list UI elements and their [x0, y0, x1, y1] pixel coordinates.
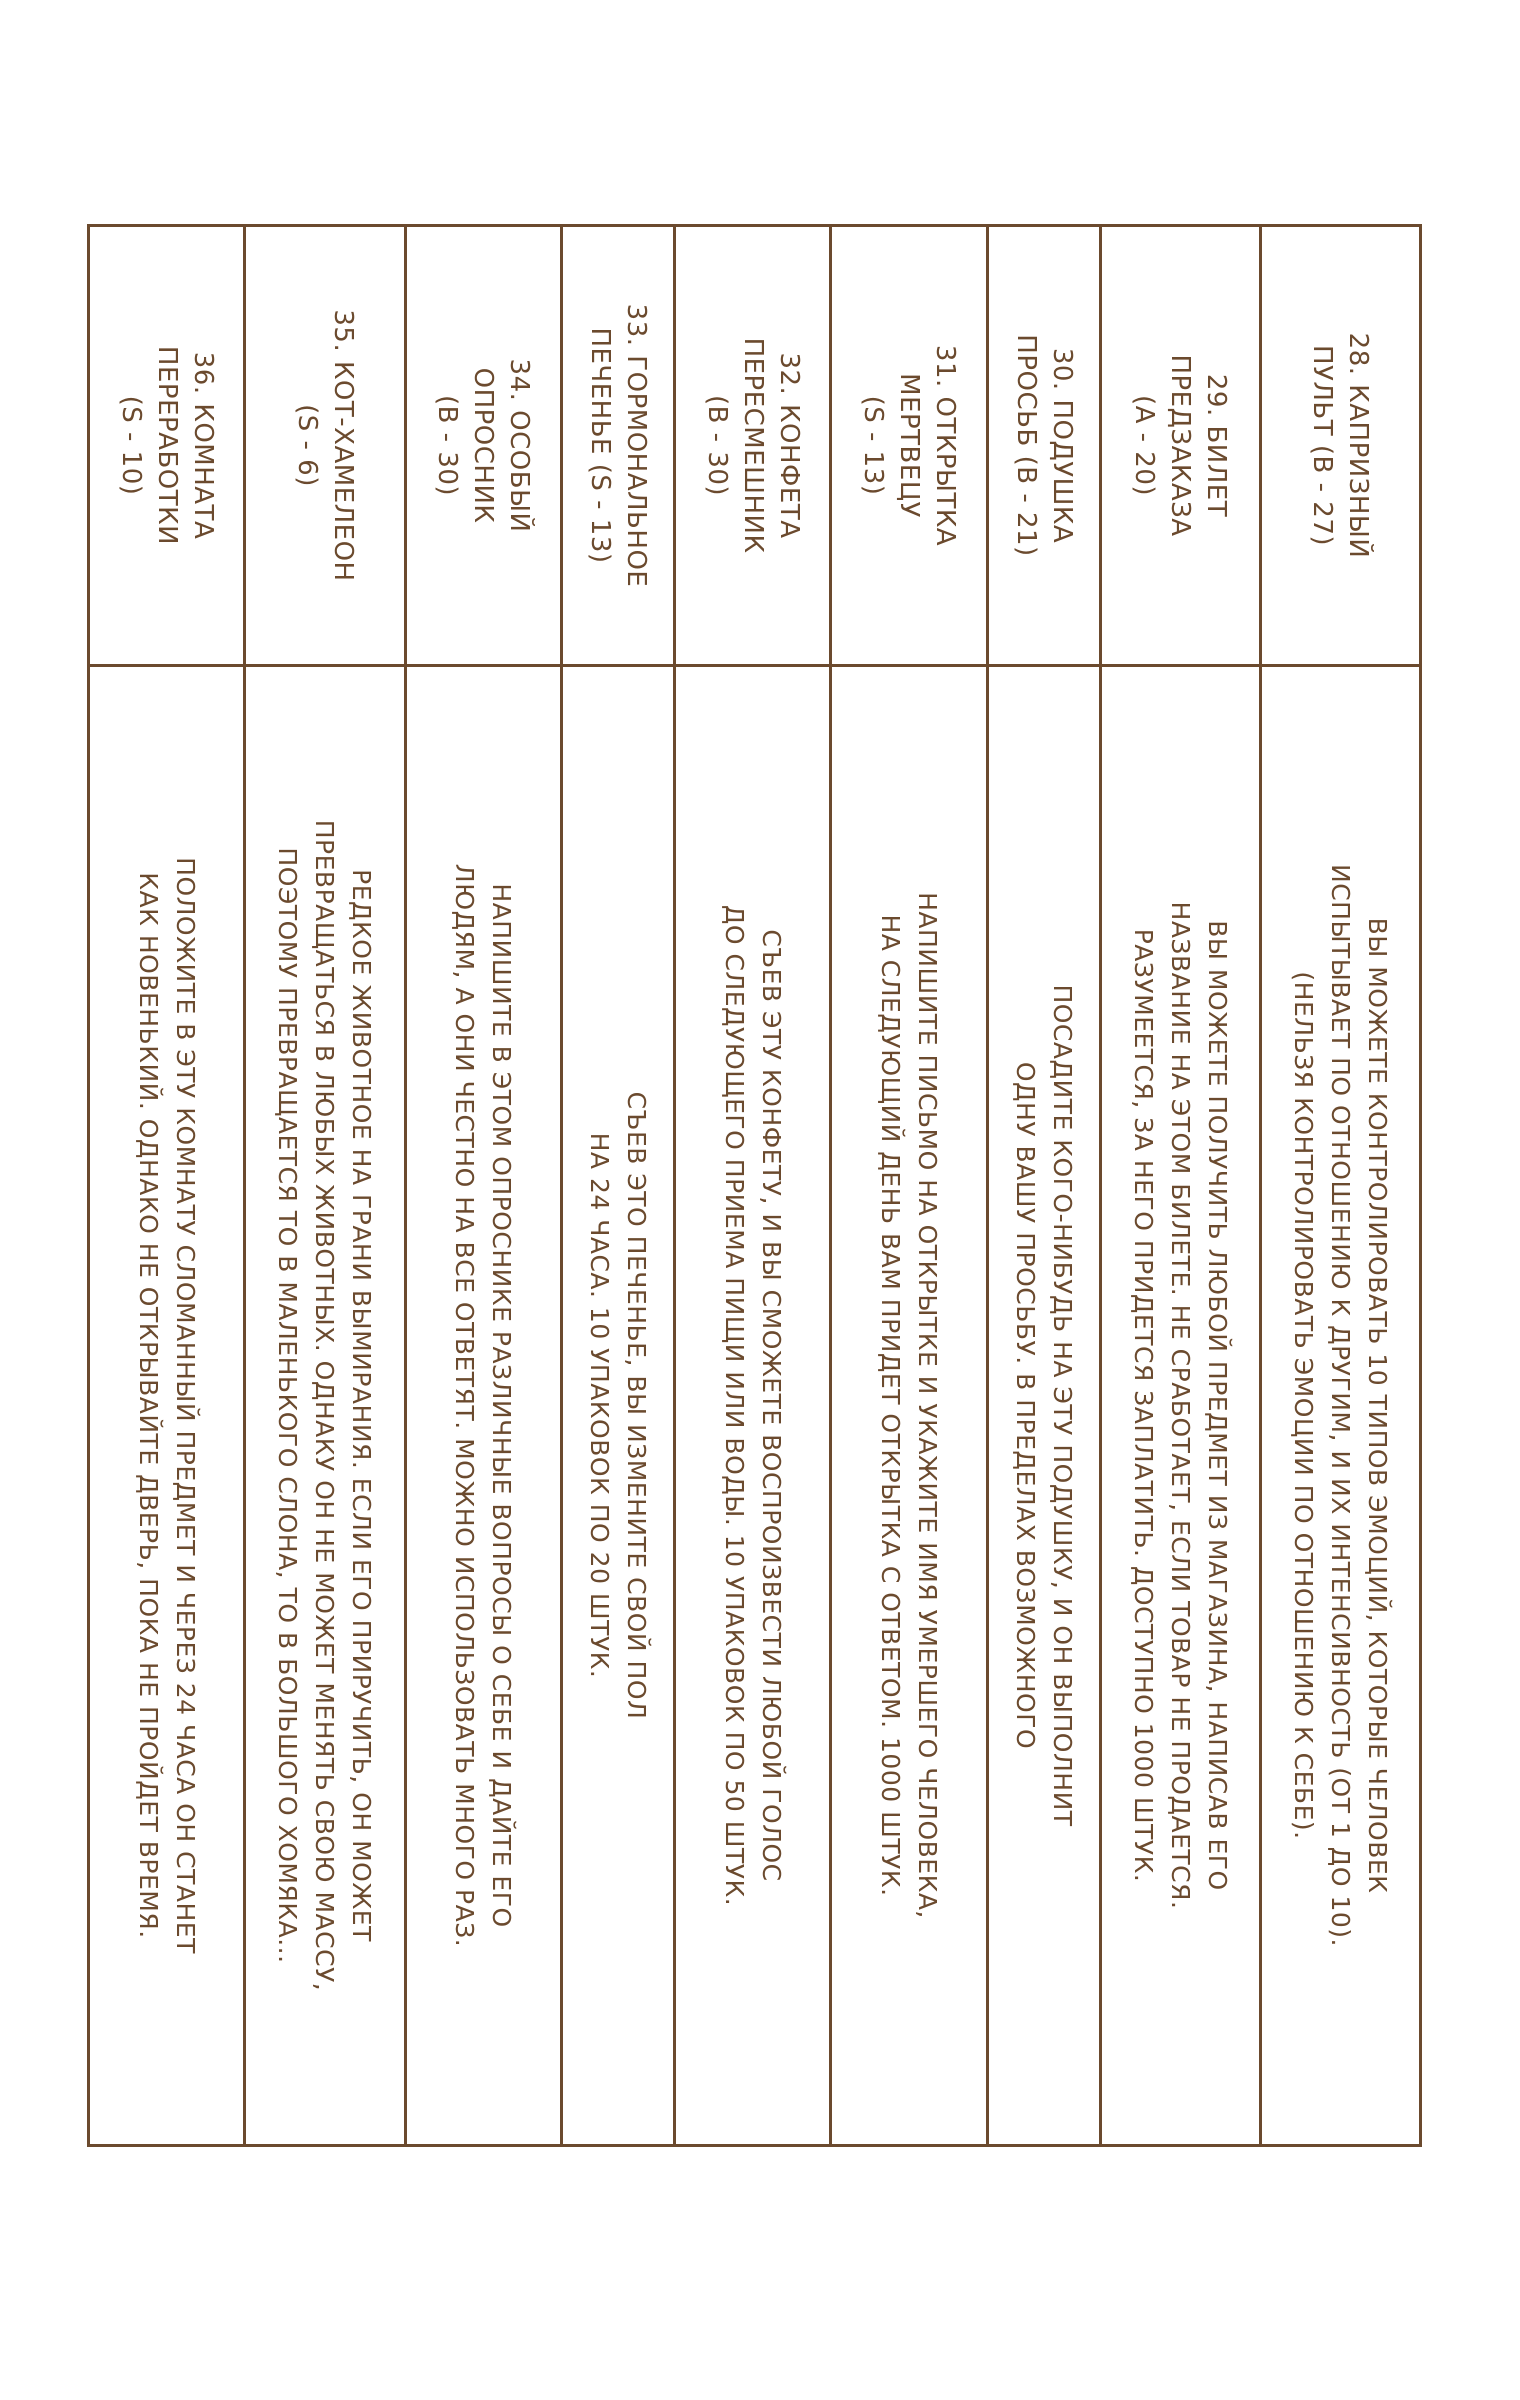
item-name-line: ПРЕДЗАКАЗА — [1165, 354, 1196, 537]
item-name-cell — [987, 226, 1100, 666]
item-description-cell — [674, 666, 830, 2146]
item-row — [987, 226, 1100, 2146]
item-row — [1100, 226, 1260, 2146]
item-description-line: СЪЕВ ЭТУ КОНФЕТУ, И ВЫ СМОЖЕТЕ ВОСПРОИЗВЕСТИ ЛЮБОЙ ГОЛОС — [756, 929, 786, 1882]
item-name-line: (A - 20) — [1129, 394, 1160, 497]
item-description-line: НА 24 ЧАСА. 10 УПАКОВОК ПО 20 ШТУК. — [584, 1132, 614, 1679]
item-name-line: (B - 30) — [701, 394, 732, 497]
item-description-line: КАК НОВЕНЬКИЙ. ОДНАКО НЕ ОТКРЫВАЙТЕ ДВЕРЬ, ПОКА НЕ ПРОЙДЕТ ВРЕМЯ. — [133, 872, 163, 1939]
item-name-cell — [89, 226, 245, 666]
item-description-line: НАЗВАНИЕ НА ЭТОМ БИЛЕТЕ. НЕ СРАБОТАЕТ, ЕСЛИ ТОВАР НЕ ПРОДАЕТСЯ. — [1165, 901, 1195, 1910]
item-name-cell — [1260, 226, 1420, 666]
item-name-cell — [405, 226, 561, 666]
item-row — [674, 226, 830, 2146]
item-name-line: 29. БИЛЕТ — [1201, 373, 1232, 518]
item-description-line: ПОЛОЖИТЕ В ЭТУ КОМНАТУ СЛОМАННЫЙ ПРЕДМЕТ И ЧЕРЕЗ 24 ЧАСА ОН СТАНЕТ — [170, 857, 200, 1954]
item-row — [405, 226, 561, 2146]
rotated-item-sheet — [87, 224, 1422, 2144]
item-name-cell — [561, 226, 674, 666]
item-name-line: ПЕРЕРАБОТКИ — [151, 345, 182, 546]
item-description-line: (НЕЛЬЗЯ КОНТРОЛИРОВАТЬ ЭМОЦИИ ПО ОТНОШЕНИЮ К СЕБЕ). — [1288, 971, 1318, 1840]
item-description-cell — [1260, 666, 1420, 2146]
item-name-line: ПУЛЬТ (B - 27) — [1307, 344, 1338, 547]
item-description-line: ЛЮДЯМ, А ОНИ ЧЕСТНО НА ВСЕ ОТВЕТЯТ. МОЖНО ИСПОЛЬЗОВАТЬ МНОГО РАЗ. — [450, 863, 480, 1948]
item-name-line: 32. КОНФЕТА — [773, 352, 804, 539]
item-name-line: 33. ГОРМОНАЛЬНОЕ — [620, 303, 651, 588]
item-name-line: ОПРОСНИК — [468, 367, 499, 524]
item-catalog-table — [87, 224, 1422, 2147]
item-description-cell — [405, 666, 561, 2146]
item-name-line: (S - 13) — [857, 395, 888, 496]
item-name-line: МЕРТВЕЦУ — [893, 373, 924, 518]
item-name-cell — [674, 226, 830, 666]
item-name-line: 36. КОМНАТА — [187, 351, 218, 540]
item-name-line: 28. КАПРИЗНЫЙ — [1343, 332, 1374, 559]
item-row — [1260, 226, 1420, 2146]
item-name-line: 35. КОТ-ХАМЕЛЕОН — [327, 309, 358, 582]
item-name-cell — [831, 226, 987, 666]
item-description-line: РАЗУМЕЕТСЯ, ЗА НЕГО ПРИДЕТСЯ ЗАПЛАТИТЬ. ДОСТУПНО 1000 ШТУК. — [1128, 928, 1158, 1883]
item-name-line: (B - 30) — [432, 394, 463, 497]
item-description-cell — [1100, 666, 1260, 2146]
item-row — [831, 226, 987, 2146]
item-row — [245, 226, 405, 2146]
item-description-line: ВЫ МОЖЕТЕ ПОЛУЧИТЬ ЛЮБОЙ ПРЕДМЕТ ИЗ МАГАЗИНА, НАПИСАВ ЕГО — [1202, 920, 1232, 1891]
item-description-line: ПРЕВРАЩАТЬСЯ В ЛЮБЫХ ЖИВОТНЫХ. ОДНАКУ ОН НЕ МОЖЕТ МЕНЯТЬ СВОЮ МАССУ, — [310, 819, 340, 1992]
item-name-line: (S - 6) — [291, 404, 322, 487]
item-description-line: НАПИШИТЕ В ЭТОМ ОПРОСНИКЕ РАЗЛИЧНЫЕ ВОПРОСЫ О СЕБЕ И ДАЙТЕ ЕГО — [487, 883, 517, 1928]
item-row — [561, 226, 674, 2146]
item-description-cell — [561, 666, 674, 2146]
item-description-line: ВЫ МОЖЕТЕ КОНТРОЛИРОВАТЬ 10 ТИПОВ ЭМОЦИЙ, КОТОРЫЕ ЧЕЛОВЕК — [1362, 917, 1392, 1894]
item-name-cell — [245, 226, 405, 666]
item-row — [89, 226, 245, 2146]
item-description-line: ДО СЛЕДУЮЩЕГО ПРИЕМА ПИЩИ ИЛИ ВОДЫ. 10 УПАКОВОК ПО 50 ШТУК. — [719, 904, 749, 1907]
item-name-line: ПЕЧЕНЬЕ (S - 13) — [584, 327, 615, 564]
item-description-line: РЕДКОЕ ЖИВОТНОЕ НА ГРАНИ ВЫМИРАНИЯ. ЕСЛИ ЕГО ПРИРУЧИТЬ, ОН МОЖЕТ — [347, 869, 377, 1942]
item-name-line: 34. ОСОБЫЙ — [504, 358, 535, 533]
item-description-line: СЪЕВ ЭТО ПЕЧЕНЬЕ, ВЫ ИЗМЕНИТЕ СВОЙ ПОЛ — [621, 1091, 651, 1720]
item-description-cell — [245, 666, 405, 2146]
item-description-line: НА СЛЕДУЮЩИЙ ДЕНЬ ВАМ ПРИДЕТ ОТКРЫТКА С ОТВЕТОМ. 1000 ШТУК. — [875, 914, 905, 1897]
item-name-cell — [1100, 226, 1260, 666]
item-name-line: ПРОСЬБ (B - 21) — [1010, 334, 1041, 557]
item-name-line: 30. ПОДУШКА — [1046, 347, 1077, 544]
item-rows — [89, 226, 1421, 2146]
item-description-cell — [987, 666, 1100, 2146]
item-description-line: ИСПЫТЫВАЕТ ПО ОТНОШЕНИЮ К ДРУГИМ, И ИХ ИНТЕНСИВНОСТЬ (ОТ 1 ДО 10). — [1325, 864, 1355, 1947]
item-description-line: НАПИШИТЕ ПИСЬМО НА ОТКРЫТКЕ И УКАЖИТЕ ИМЯ УМЕРШЕГО ЧЕЛОВЕКА, — [912, 892, 942, 1919]
item-description-line: ОДНУ ВАШУ ПРОСЬБУ. В ПРЕДЕЛАХ ВОЗМОЖНОГО — [1010, 1061, 1040, 1750]
item-description-line: ПОСАДИТЕ КОГО-НИБУДЬ НА ЭТУ ПОДУШКУ, И ОН ВЫПОЛНИТ — [1047, 984, 1077, 1827]
item-name-line: 31. ОТКРЫТКА — [929, 344, 960, 547]
item-description-cell — [831, 666, 987, 2146]
item-name-line: (S - 10) — [115, 395, 146, 496]
item-description-cell — [89, 666, 245, 2146]
item-description-line: ПОЭТОМУ ПРЕВРАЩАЕТСЯ ТО В МАЛЕНЬКОГО СЛОНА, ТО В БОЛЬШОГО ХОМЯКА... — [273, 847, 303, 1964]
item-name-line: ПЕРЕСМЕШНИК — [737, 337, 768, 554]
